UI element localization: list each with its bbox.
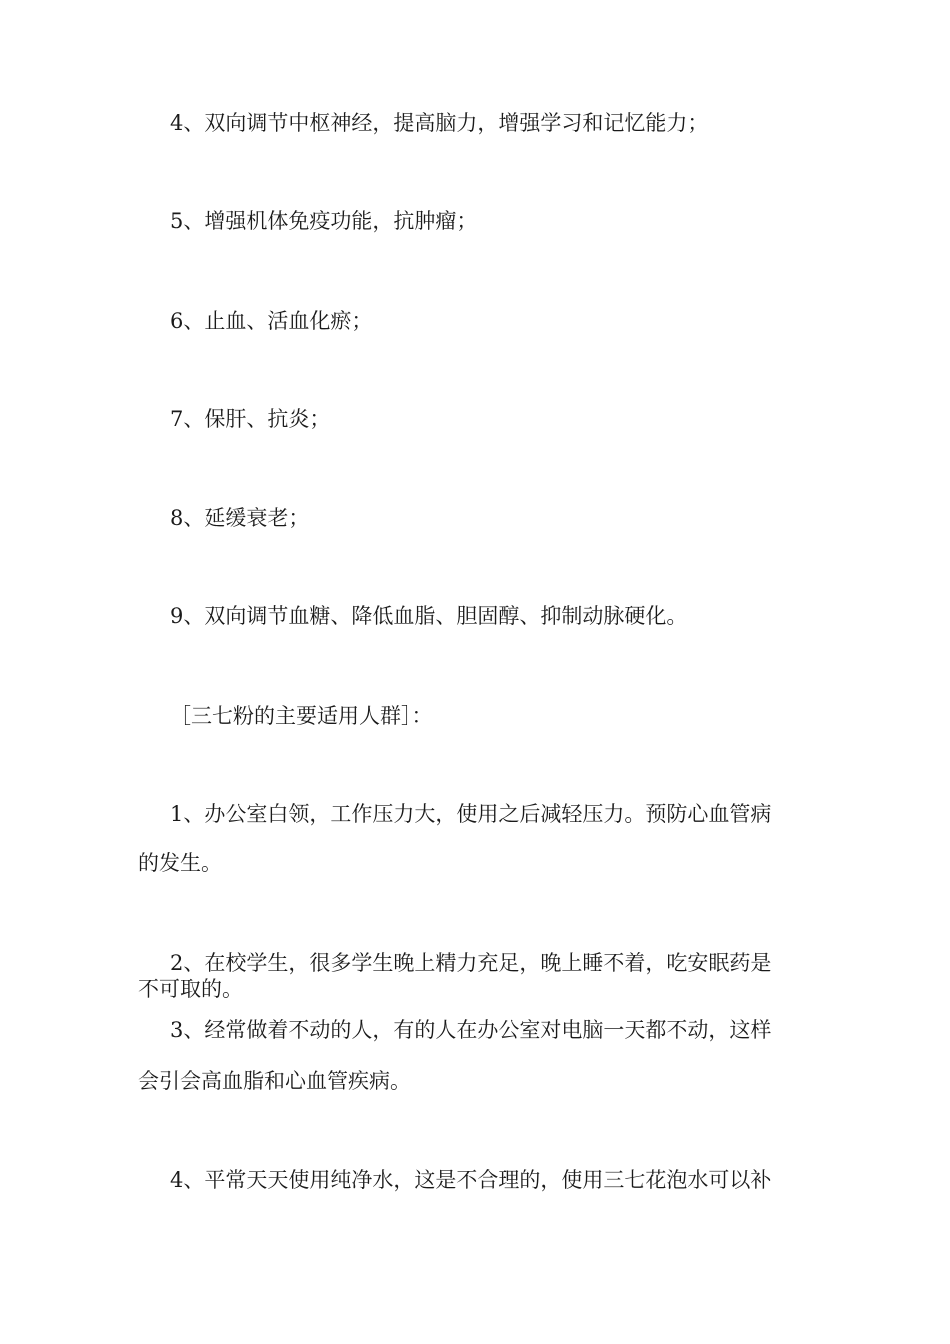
benefit-item: 4、双向调节中枢神经，提高脑力，增强学习和记忆能力； <box>170 111 709 135</box>
benefit-item: 6、止血、活血化瘀； <box>170 309 373 333</box>
benefit-item: 9、双向调节血糖、降低血脂、胆固醇、抑制动脉硬化。 <box>170 604 688 628</box>
benefit-item: 5、增强机体免疫功能，抗肿瘤； <box>170 209 478 233</box>
group-item-line: 2、在校学生，很多学生晚上精力充足，晚上睡不着，吃安眠药是 <box>170 951 772 975</box>
group-item-continuation: 不可取的。 <box>138 977 243 1001</box>
group-item-line: 4、平常天天使用纯净水，这是不合理的，使用三七花泡水可以补 <box>170 1168 772 1192</box>
benefit-item: 7、保肝、抗炎； <box>170 407 331 431</box>
benefit-item: 8、延缓衰老； <box>170 506 310 530</box>
group-item-continuation: 的发生。 <box>138 851 222 875</box>
group-item-continuation: 会引会高血脂和心血管疾病。 <box>138 1069 411 1093</box>
group-item-line: 1、办公室白领，工作压力大，使用之后减轻压力。预防心血管病 <box>170 802 772 826</box>
group-item-line: 3、经常做着不动的人，有的人在办公室对电脑一天都不动，这样 <box>170 1018 772 1042</box>
section-heading: ［三七粉的主要适用人群］： <box>170 704 433 728</box>
